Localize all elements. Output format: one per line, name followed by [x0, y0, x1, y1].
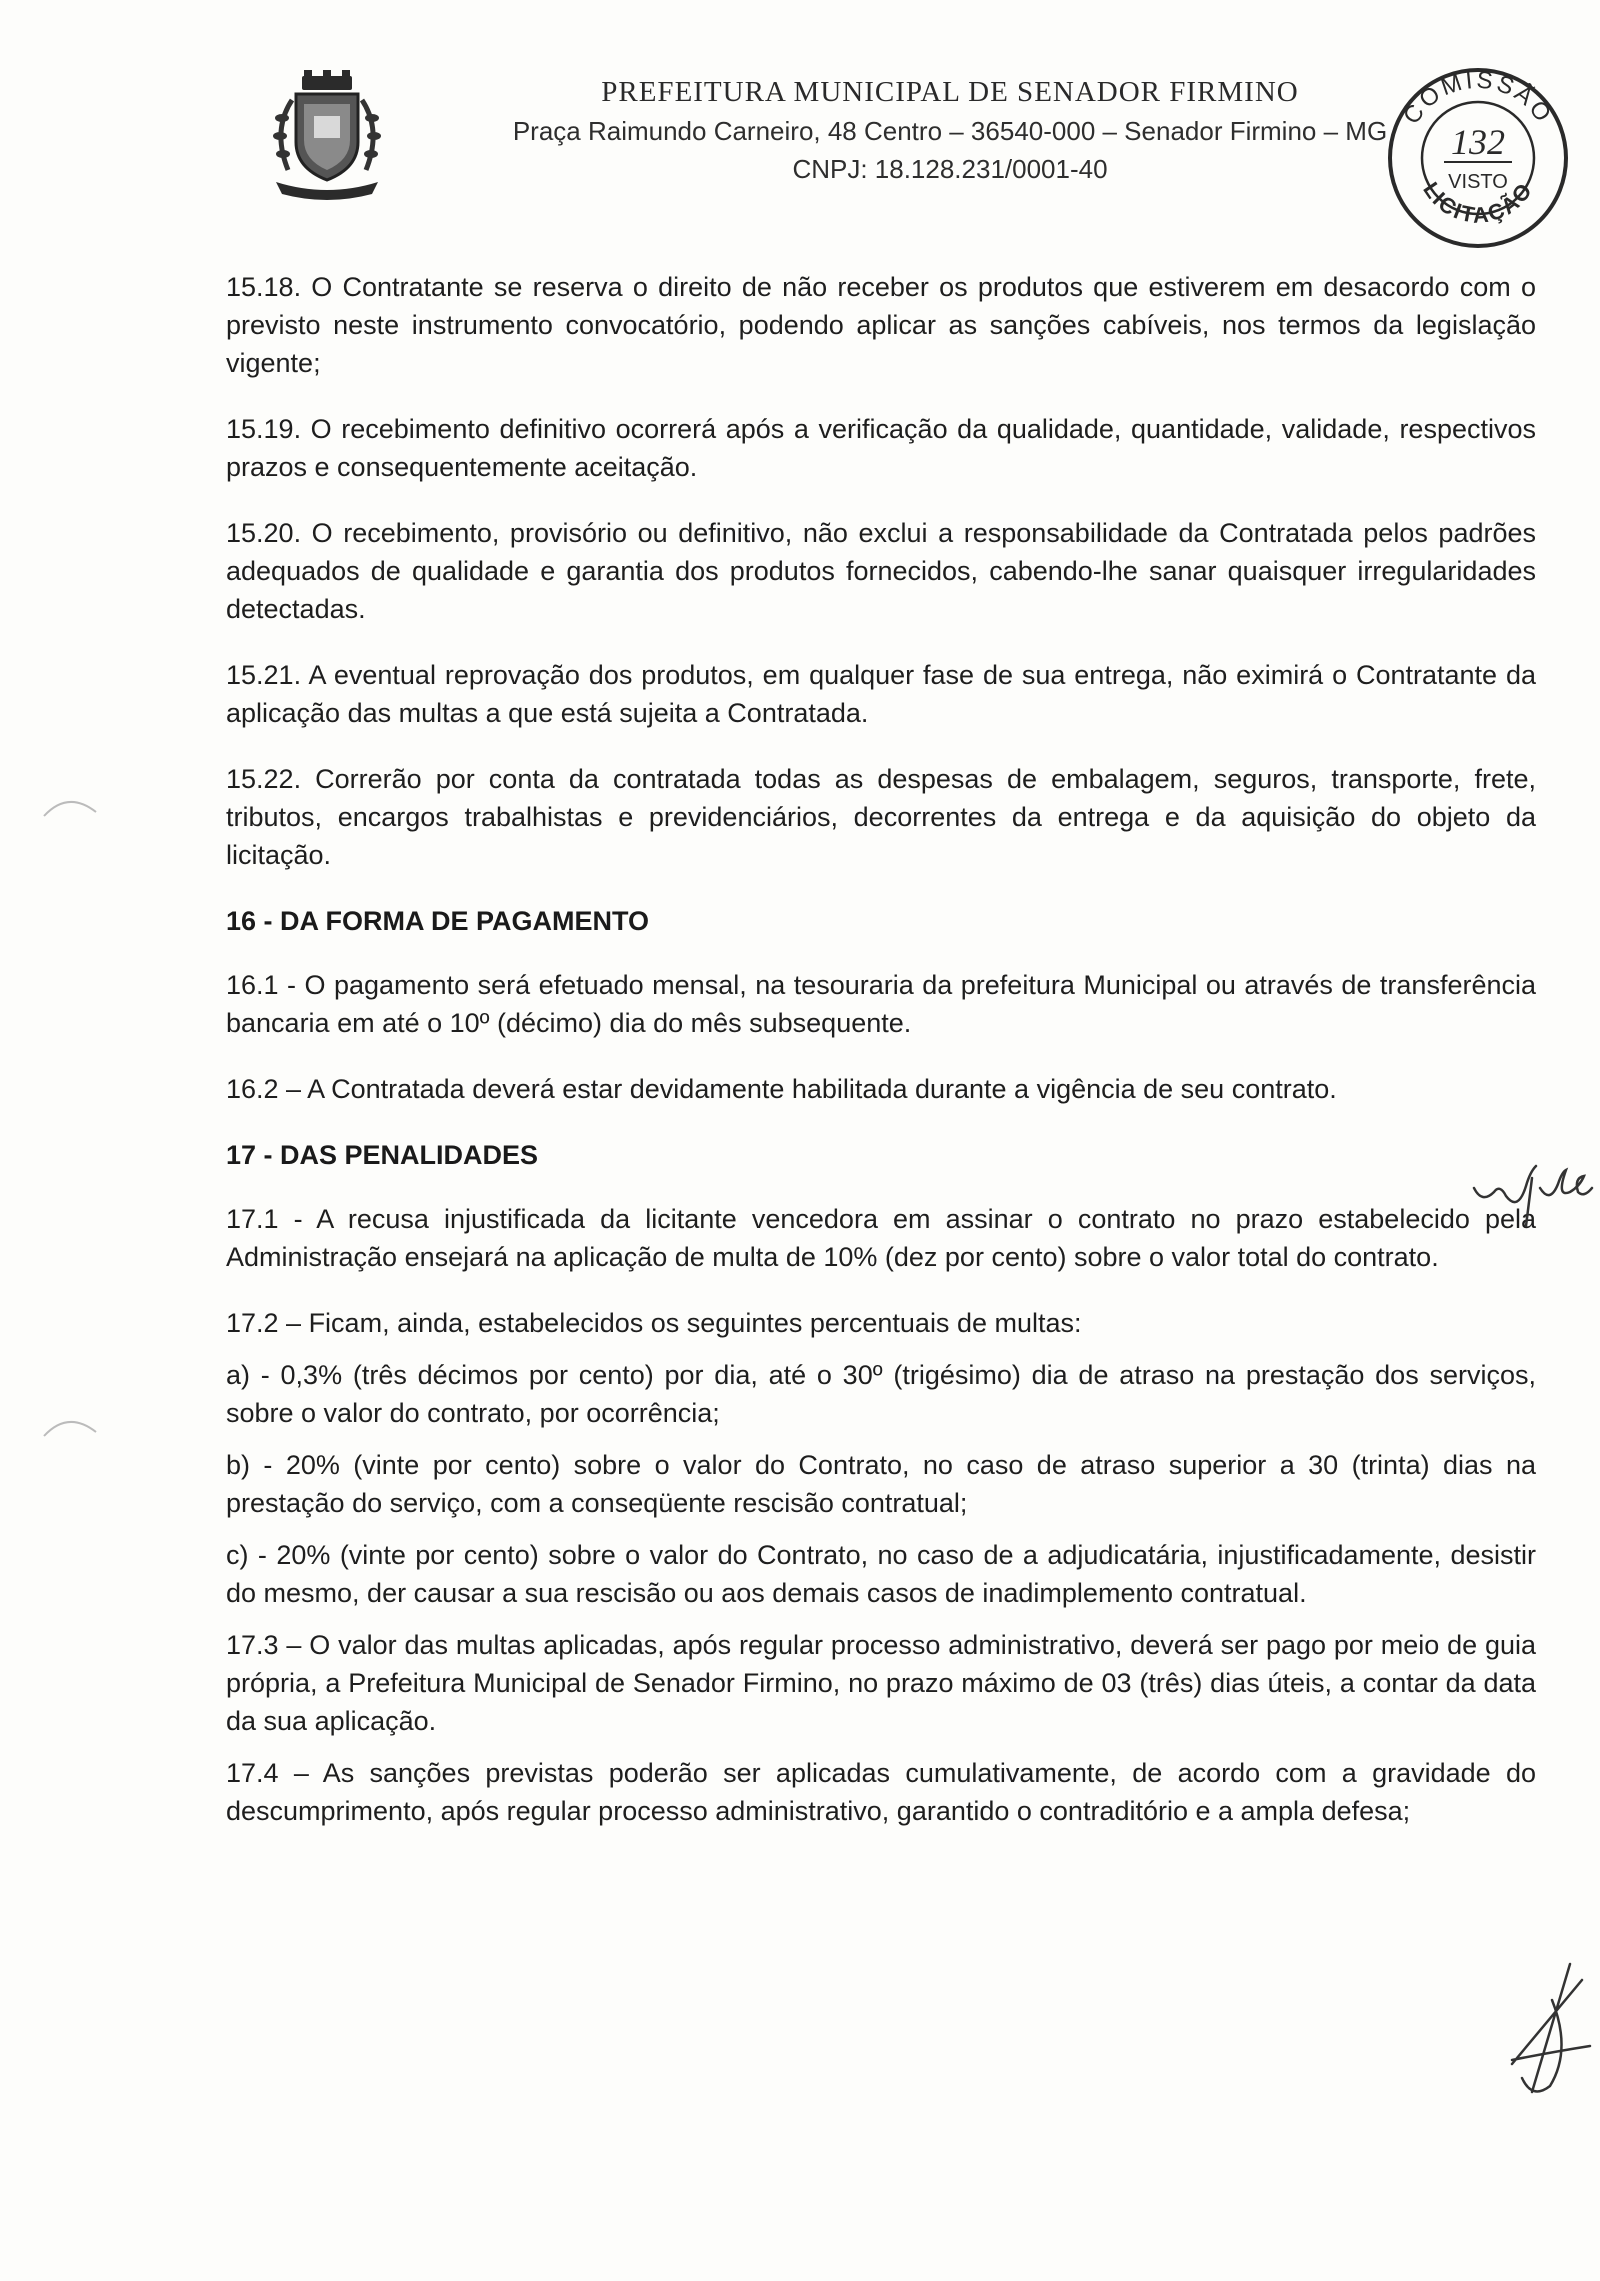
clause-paragraph: 17.1 - A recusa injustificada da licitante vencedora em assinar o contrato no prazo estabelecido pela Administração ensejará na aplicação de multa de 10% (dez por cento) sobre o valor total do contrato.	[226, 1204, 1536, 1272]
svg-text:COMISSÃO	[1398, 67, 1558, 130]
clause-paragraph: 15.18. O Contratante se reserva o direito de não receber os produtos que estiverem em desacordo com o previsto neste instrumento convocatório, podendo aplicar as sanções cabíveis, nos termos da legislação vigente;	[226, 272, 1536, 378]
clause-paragraph: c) - 20% (vinte por cento) sobre o valor do Contrato, no caso de a adjudicatária, injustificadamente, desistir do mesmo, der causar a sua rescisão ou aos demais casos de inadimplemento contratual.	[226, 1540, 1536, 1608]
handwritten-signature	[1492, 1960, 1592, 2100]
clause-paragraph: 17.4 – As sanções previstas poderão ser aplicadas cumulativamente, de acordo com a gravidade do descumprimento, após regular processo administrativo, garantido o contraditório e a ampla defesa;	[226, 1758, 1536, 1826]
clause-paragraph: 15.19. O recebimento definitivo ocorrerá após a verificação da qualidade, quantidade, validade, respectivos prazos e consequentemente aceitação.	[226, 414, 1536, 482]
municipality-address: Praça Raimundo Carneiro, 48 Centro – 36540-000 – Senador Firmino – MG	[512, 116, 1388, 146]
clause-paragraph: 17.2 – Ficam, ainda, estabelecidos os seguintes percentuais de multas:	[226, 1308, 1082, 1338]
clause-paragraph: 15.20. O recebimento, provisório ou definitivo, não exclui a responsabilidade da Contratada pelos padrões adequados de qualidade e garantia dos produtos fornecidos, cabendo-lhe sanar quaisquer irregularidades detectadas.	[226, 518, 1536, 624]
scan-mark	[40, 790, 100, 820]
clause-paragraph: 16.1 - O pagamento será efetuado mensal, na tesouraria da prefeitura Municipal ou através de transferência bancaria em até o 10º (décimo) dia do mês subsequente.	[226, 970, 1536, 1038]
clause-paragraph: 15.21. A eventual reprovação dos produtos, em qualquer fase de sua entrega, não eximirá o Contratante da aplicação das multas a que está sujeita a Contratada.	[226, 660, 1536, 728]
commission-stamp	[1378, 58, 1578, 258]
stamp-number: 132	[1451, 122, 1505, 162]
clause-paragraph: 16.2 – A Contratada deverá estar devidamente habilitada durante a vigência de seu contrato.	[226, 1074, 1337, 1104]
clause-paragraph: 15.22. Correrão por conta da contratada todas as despesas de embalagem, seguros, transporte, frete, tributos, encargos trabalhistas e previdenciários, decorrentes da entrega e da aquisição do objeto da licitação.	[226, 764, 1536, 870]
document-body	[226, 268, 1536, 1844]
letterhead	[450, 72, 1450, 188]
clause-paragraph: a) - 0,3% (três décimos por cento) por dia, até o 30º (trigésimo) dia de atraso na prestação dos serviços, sobre o valor do contrato, por ocorrência;	[226, 1360, 1536, 1428]
clause-paragraph: b) - 20% (vinte por cento) sobre o valor do Contrato, no caso de atraso superior a 30 (trinta) dias na prestação do serviço, com a conseqüente rescisão contratual;	[226, 1450, 1536, 1518]
section-heading: 17 - DAS PENALIDADES	[226, 1140, 539, 1170]
scan-mark	[40, 1410, 100, 1440]
municipality-title: PREFEITURA MUNICIPAL DE SENADOR FIRMINO	[601, 76, 1299, 108]
municipality-cnpj: CNPJ: 18.128.231/0001-40	[792, 154, 1108, 184]
handwritten-initials	[1466, 1148, 1596, 1228]
municipal-crest-icon	[268, 70, 386, 200]
section-heading: 16 - DA FORMA DE PAGAMENTO	[226, 906, 650, 936]
stamp-visto: VISTO	[1448, 171, 1508, 193]
clause-paragraph: 17.3 – O valor das multas aplicadas, após regular processo administrativo, deverá ser pago por meio de guia própria, a Prefeitura Municipal de Senador Firmino, no prazo máximo de 03 (três) dias úteis, a contar da data da sua aplicação.	[226, 1630, 1536, 1736]
stamp-top-text: COMISSÃO	[1397, 66, 1559, 130]
stamp-bottom-text: LICITAÇÃO	[1418, 177, 1538, 228]
